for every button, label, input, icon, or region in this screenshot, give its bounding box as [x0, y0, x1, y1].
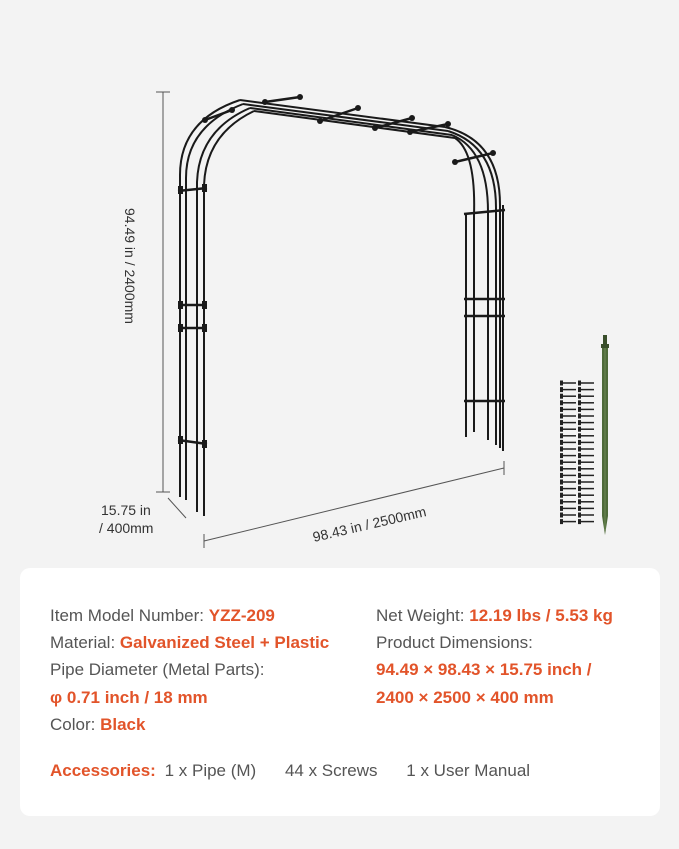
screw-head-0-19: [560, 506, 563, 511]
net-weight-label: Net Weight:: [376, 606, 465, 625]
accessory-manual: 1 x User Manual: [406, 761, 531, 780]
product-dimensions-line2: [376, 688, 554, 708]
item-model-row: [50, 606, 275, 626]
screw-head-0-4: [560, 407, 563, 412]
screw-head-1-12: [578, 460, 581, 465]
screw-head-1-9: [578, 440, 581, 445]
screw-head-1-10: [578, 447, 581, 452]
height-dimension: [156, 92, 170, 492]
screw-head-0-0: [560, 381, 563, 386]
screw-head-1-14: [578, 473, 581, 478]
screw-head-0-21: [560, 519, 563, 524]
item-model-label: Item Model Number:: [50, 606, 204, 625]
product-dimensions-line1: [376, 660, 592, 680]
screw-head-1-17: [578, 493, 581, 498]
right-crossbars: [464, 210, 505, 401]
screw-head-0-9: [560, 440, 563, 445]
ground-stake-illustration: [601, 335, 609, 535]
screw-head-0-7: [560, 427, 563, 432]
screw-head-0-11: [560, 453, 563, 458]
screw-head-1-20: [578, 513, 581, 518]
net-weight-value: 12.19 lbs / 5.53 kg: [469, 606, 613, 625]
screw-head-1-16: [578, 486, 581, 491]
pipe-diameter-value: [50, 688, 208, 708]
screw-head-0-14: [560, 473, 563, 478]
screw-head-1-2: [578, 394, 581, 399]
top-crossbars: [205, 97, 493, 162]
screw-head-0-5: [560, 414, 563, 419]
screw-head-0-20: [560, 513, 563, 518]
width-label: 98.43 in / 2500mm: [311, 503, 428, 545]
net-weight-row: [376, 606, 613, 626]
screw-head-1-11: [578, 453, 581, 458]
screw-head-0-17: [560, 493, 563, 498]
screw-head-1-4: [578, 407, 581, 412]
accessory-screws: 44 x Screws: [284, 761, 378, 780]
depth-label-line2: / 400mm: [99, 520, 154, 536]
pipe-diameter-value-text: φ 0.71 inch / 18 mm: [50, 688, 208, 707]
screw-head-0-1: [560, 387, 563, 392]
left-crossbar-clips: [178, 184, 207, 448]
screw-head-0-13: [560, 466, 563, 471]
screw-head-0-8: [560, 433, 563, 438]
screw-head-1-3: [578, 400, 581, 405]
screw-head-1-5: [578, 414, 581, 419]
material-row: [50, 633, 329, 653]
screw-head-0-10: [560, 447, 563, 452]
screw-head-1-1: [578, 387, 581, 392]
left-crossbars: [178, 188, 207, 444]
screw-head-1-0: [578, 381, 581, 386]
screw-head-0-2: [560, 394, 563, 399]
depth-label-line1: 15.75 in: [101, 502, 151, 518]
depth-dimension: [168, 498, 186, 518]
color-value: Black: [100, 715, 146, 734]
screw-head-0-12: [560, 460, 563, 465]
product-dimensions-line2-text: 2400 × 2500 × 400 mm: [376, 688, 554, 707]
screw-head-0-18: [560, 499, 563, 504]
item-model-value: YZZ-209: [208, 606, 275, 625]
screw-head-0-16: [560, 486, 563, 491]
color-label: Color:: [50, 715, 96, 734]
screw-head-1-18: [578, 499, 581, 504]
product-dimensions-line1-text: 94.49 × 98.43 × 15.75 inch /: [376, 660, 592, 679]
pipe-diameter-label: Pipe Diameter (Metal Parts):: [50, 660, 265, 679]
product-dimensions-label: Product Dimensions:: [376, 633, 533, 652]
screw-head-1-8: [578, 433, 581, 438]
accessories-label: Accessories:: [50, 761, 156, 780]
screw-head-1-6: [578, 420, 581, 425]
accessory-pipe: 1 x Pipe (M): [164, 761, 257, 780]
accessories-row: [50, 761, 530, 781]
screw-head-0-15: [560, 480, 563, 485]
screw-head-1-15: [578, 480, 581, 485]
height-label: 94.49 in / 2400mm: [122, 208, 138, 324]
material-label: Material:: [50, 633, 116, 652]
screw-head-0-3: [560, 400, 563, 405]
screw-head-1-7: [578, 427, 581, 432]
spec-card: [20, 568, 660, 816]
screws-illustration: [560, 381, 594, 525]
color-row: [50, 715, 145, 735]
screw-head-1-21: [578, 519, 581, 524]
screw-head-1-13: [578, 466, 581, 471]
screw-head-1-19: [578, 506, 581, 511]
screw-head-0-6: [560, 420, 563, 425]
material-value: Galvanized Steel + Plastic: [119, 633, 330, 652]
